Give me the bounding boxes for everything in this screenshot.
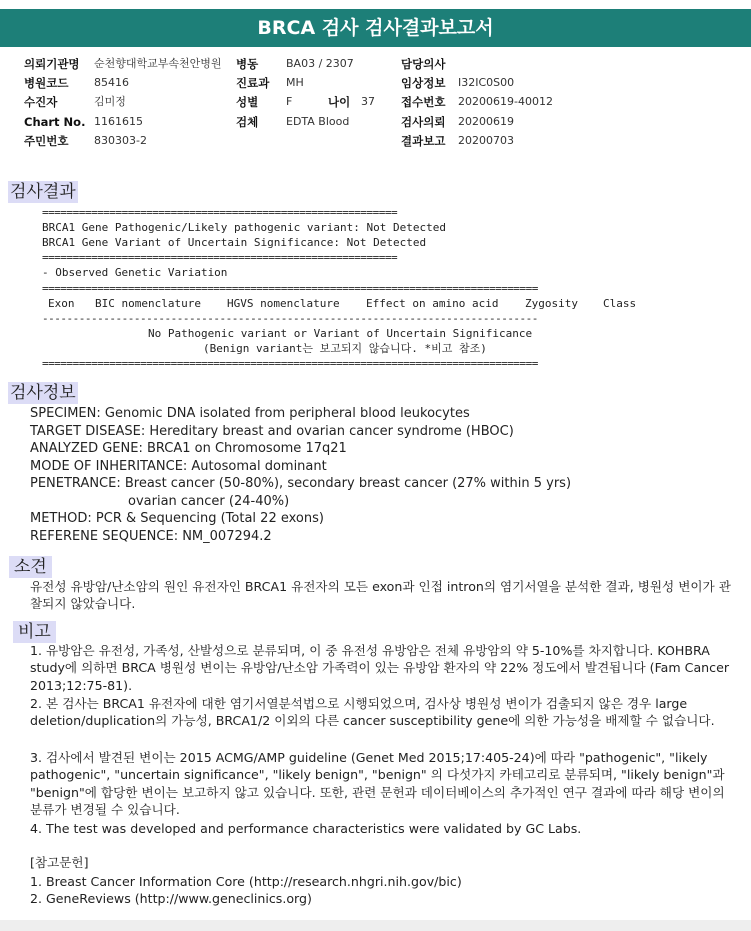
ssn-value: 830303-2 — [94, 134, 147, 147]
results-heading: 검사결과 — [10, 182, 76, 202]
receipt-value: 20200619-40012 — [458, 95, 553, 108]
report-date-value: 20200703 — [458, 134, 514, 147]
remarks-item: 4. The test was developed and performance characteristics were validated by GC Labs. — [30, 821, 582, 836]
sex-value: F — [286, 95, 293, 108]
findings-heading: 소견 — [9, 556, 52, 578]
column-header-bic: BIC nomenclature — [95, 297, 201, 310]
chart-no-label: Chart No. — [24, 115, 86, 129]
age-label: 나이 — [328, 95, 351, 109]
dept-label: 진료과 — [236, 76, 270, 90]
column-header-zygosity: Zygosity — [525, 297, 578, 310]
ward-label: 병동 — [236, 57, 259, 71]
column-header-hgvs: HGVS nomenclature — [227, 297, 340, 310]
observed-variation-label: - Observed Genetic Variation — [42, 266, 228, 279]
remarks-item: 1. 유방암은 유전성, 가족성, 산발성으로 분류되며, 이 중 유전성 유방암은 전체 유방암의 약 5-10%를 차지합니다. KOHBRA study에 의하면 BRCA 병원성 변이는 유방암/난소암 가족력이 있는 유방암 환자의 약 22% 정도에서 발견됩니다 (Fam Cancer 2013;12:75-81). — [30, 643, 730, 693]
report-date-label: 결과보고 — [401, 134, 446, 148]
patient-value: 김미정 — [94, 95, 126, 108]
column-header-exon: Exon — [48, 297, 75, 310]
vus-result-line: BRCA1 Gene Variant of Uncertain Significance: Not Detected — [42, 236, 427, 249]
pathogenic-result-line: BRCA1 Gene Pathogenic/Likely pathogenic variant: Not Detected — [42, 221, 446, 234]
findings-text: 유전성 유방암/난소암의 원인 유전자인 BRCA1 유전자의 모든 exon과 인접 intron의 염기서열을 분석한 결과, 병원성 변이가 관찰되지 않았습니다. — [30, 579, 731, 612]
dept-value: MH — [286, 76, 304, 89]
remarks-item: 3. 검사에서 발견된 변이는 2015 ACMG/AMP guideline (Genet Med 2015;17:405-24)에 따라 "pathogenic", "likely pathogenic", "uncertain significance", "likely benign", "benign" 의 다섯가지 카테고리로 분류되며, "likely benign"과 "benign"에 합당한 변이는 보고하지 않고 있습니다. 또한, 관련 문헌과 데이터베이스의 추가적인 연구 결과에 따라 해당 변이의 분류가 변경될 수 있습니다. — [30, 750, 725, 817]
page-bottom-margin — [0, 920, 751, 931]
penetrance-line: PENETRANCE: Breast cancer (50-80%), secondary breast cancer (27% within 5 yrs) — [30, 476, 572, 491]
sex-label: 성별 — [236, 95, 259, 109]
doctor-label: 담당의사 — [401, 57, 446, 71]
remarks-item: 2. 본 검사는 BRCA1 유전자에 대한 염기서열분석법으로 시행되었으며, 검사상 병원성 변이가 검출되지 않은 경우 large deletion/duplication의 가능성, BRCA1/2 이외의 다른 cancer susceptibility gene에 의한 가능성을 배제할 수 없습니다. — [30, 696, 715, 729]
benign-note: (Benign variant는 보고되지 않습니다. *비고 참조) — [203, 342, 487, 355]
remarks-heading: 비고 — [13, 621, 56, 643]
chart-no-value: 1161615 — [94, 115, 143, 128]
variant-table-header — [0, 296, 751, 311]
separator-line: ========================================================== — [42, 251, 398, 264]
reference-item: 2. GeneReviews (http://www.geneclinics.org) — [30, 891, 312, 906]
reference-sequence-line: REFERENE SEQUENCE: NM_007294.2 — [30, 529, 272, 544]
hospital-code-value: 85416 — [94, 76, 129, 89]
column-header-effect: Effect on amino acid — [366, 297, 499, 310]
info-row — [0, 55, 751, 73]
ssn-label: 주민번호 — [24, 134, 69, 148]
method-line: METHOD: PCR & Sequencing (Total 22 exons) — [30, 511, 324, 526]
age-value: 37 — [361, 95, 375, 108]
references-heading: [참고문헌] — [30, 855, 89, 870]
separator-line: ================================================================================= — [42, 357, 538, 370]
clinical-value: I32IC0S00 — [458, 76, 515, 89]
report-title: BRCA 검사 검사결과보고서 — [0, 9, 751, 47]
clinical-label: 임상정보 — [401, 76, 446, 90]
separator-line: --------------------------------------------------------------------------------- — [42, 312, 538, 325]
specimen-label: 검체 — [236, 115, 259, 129]
inheritance-line: MODE OF INHERITANCE: Autosomal dominant — [30, 459, 327, 474]
info-row — [0, 132, 751, 150]
info-row — [0, 93, 751, 111]
info-row — [0, 74, 751, 92]
request-date-label: 검사의뢰 — [401, 115, 446, 129]
hospital-code-label: 병원코드 — [24, 76, 69, 90]
specimen-value: EDTA Blood — [286, 115, 350, 128]
no-variant-message: No Pathogenic variant or Variant of Uncertain Significance — [148, 327, 533, 340]
penetrance-line-cont: ovarian cancer (24-40%) — [128, 494, 290, 509]
org-value: 순천향대학교부속천안병원 — [94, 57, 222, 70]
test-info-heading: 검사정보 — [10, 383, 76, 403]
separator-line: ========================================================== — [42, 206, 398, 219]
analyzed-gene-line: ANALYZED GENE: BRCA1 on Chromosome 17q21 — [30, 441, 347, 456]
column-header-class: Class — [603, 297, 637, 310]
ward-value: BA03 / 2307 — [286, 57, 354, 70]
info-row — [0, 113, 751, 131]
receipt-label: 접수번호 — [401, 95, 446, 109]
specimen-line: SPECIMEN: Genomic DNA isolated from peripheral blood leukocytes — [30, 406, 470, 421]
org-label: 의뢰기관명 — [24, 57, 80, 71]
request-date-value: 20200619 — [458, 115, 514, 128]
separator-line: ================================================================================= — [42, 282, 538, 295]
reference-item: 1. Breast Cancer Information Core (http://research.nhgri.nih.gov/bic) — [30, 874, 462, 889]
target-disease-line: TARGET DISEASE: Hereditary breast and ovarian cancer syndrome (HBOC) — [30, 424, 514, 439]
patient-label: 수진자 — [24, 95, 58, 109]
